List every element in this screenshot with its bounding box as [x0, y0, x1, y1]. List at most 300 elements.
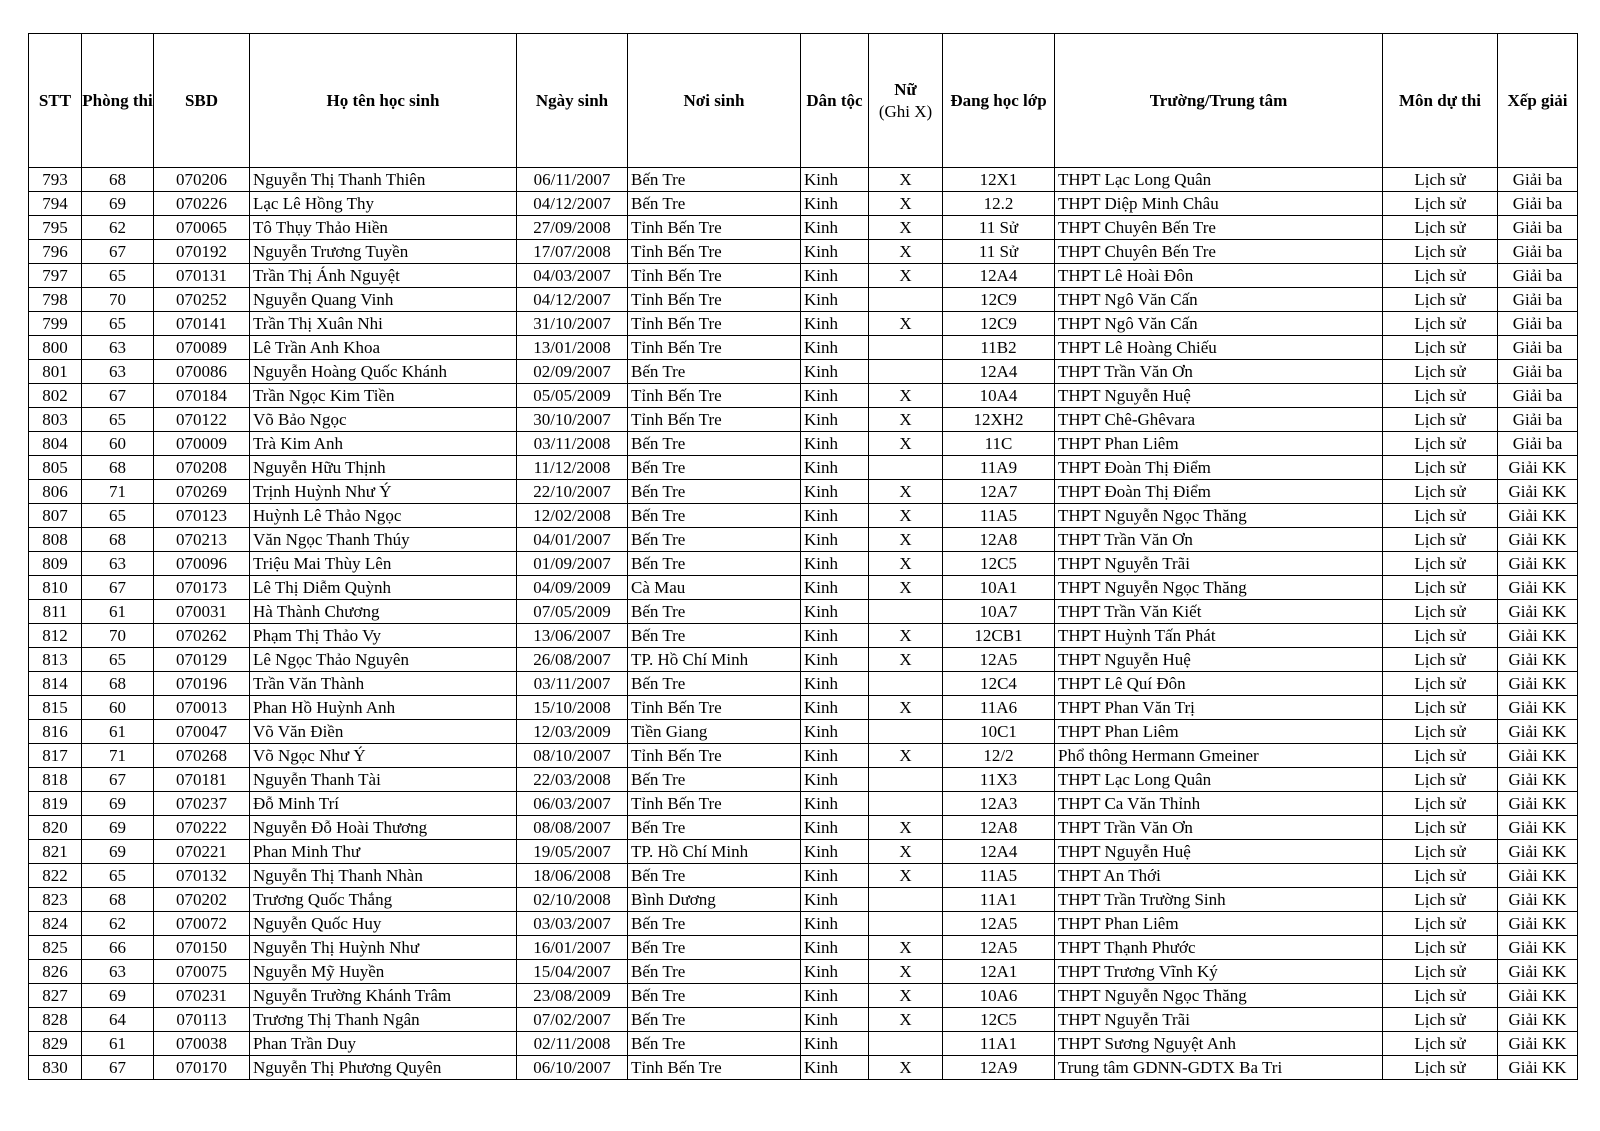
cell-noi-sinh: Tỉnh Bến Tre: [628, 336, 801, 360]
cell-noi-sinh: Bến Tre: [628, 192, 801, 216]
cell-sbd: 070089: [154, 336, 250, 360]
cell-dan-toc: Kinh: [801, 336, 869, 360]
cell-ngay-sinh: 03/03/2007: [517, 912, 628, 936]
cell-dan-toc: Kinh: [801, 288, 869, 312]
table-row: [29, 1008, 1578, 1032]
cell-xep-giai: Giải KK: [1498, 528, 1578, 552]
cell-truong: THPT Diệp Minh Châu: [1055, 192, 1383, 216]
cell-truong: THPT Nguyễn Trãi: [1055, 1008, 1383, 1032]
cell-xep-giai: Giải KK: [1498, 624, 1578, 648]
cell-dan-toc: Kinh: [801, 768, 869, 792]
header-sbd: SBD: [154, 34, 250, 168]
cell-ho-ten: Nguyễn Thị Phương Quyên: [250, 1056, 517, 1080]
cell-mon: Lịch sử: [1383, 1056, 1498, 1080]
cell-phong-thi: 68: [82, 456, 154, 480]
cell-noi-sinh: Bến Tre: [628, 456, 801, 480]
cell-stt: 816: [29, 720, 82, 744]
cell-stt: 812: [29, 624, 82, 648]
cell-xep-giai: Giải KK: [1498, 648, 1578, 672]
cell-dan-toc: Kinh: [801, 624, 869, 648]
cell-xep-giai: Giải ba: [1498, 216, 1578, 240]
cell-phong-thi: 60: [82, 432, 154, 456]
cell-truong: Trung tâm GDNN-GDTX Ba Tri: [1055, 1056, 1383, 1080]
cell-sbd: 070031: [154, 600, 250, 624]
cell-phong-thi: 60: [82, 696, 154, 720]
cell-truong: THPT Lê Quí Đôn: [1055, 672, 1383, 696]
cell-sbd: 070075: [154, 960, 250, 984]
cell-ngay-sinh: 16/01/2007: [517, 936, 628, 960]
table-row: [29, 168, 1578, 192]
header-dan-toc: Dân tộc: [801, 34, 869, 168]
cell-lop: 11 Sử: [943, 240, 1055, 264]
cell-xep-giai: Giải KK: [1498, 912, 1578, 936]
cell-lop: 12C5: [943, 552, 1055, 576]
cell-ngay-sinh: 12/03/2009: [517, 720, 628, 744]
cell-lop: 12A4: [943, 264, 1055, 288]
cell-sbd: 070009: [154, 432, 250, 456]
cell-noi-sinh: Tỉnh Bến Tre: [628, 216, 801, 240]
cell-mon: Lịch sử: [1383, 288, 1498, 312]
cell-ho-ten: Nguyễn Thanh Tài: [250, 768, 517, 792]
cell-stt: 824: [29, 912, 82, 936]
cell-noi-sinh: TP. Hồ Chí Minh: [628, 840, 801, 864]
cell-ngay-sinh: 06/11/2007: [517, 168, 628, 192]
cell-nu: X: [869, 192, 943, 216]
cell-xep-giai: Giải KK: [1498, 816, 1578, 840]
cell-stt: 817: [29, 744, 82, 768]
cell-ho-ten: Phạm Thị Thảo Vy: [250, 624, 517, 648]
cell-dan-toc: Kinh: [801, 912, 869, 936]
cell-sbd: 070170: [154, 1056, 250, 1080]
cell-stt: 807: [29, 504, 82, 528]
header-lop: Đang học lớp: [943, 34, 1055, 168]
cell-stt: 811: [29, 600, 82, 624]
cell-ngay-sinh: 27/09/2008: [517, 216, 628, 240]
cell-ho-ten: Trần Ngọc Kim Tiền: [250, 384, 517, 408]
cell-lop: 12A5: [943, 648, 1055, 672]
cell-lop: 10A7: [943, 600, 1055, 624]
cell-noi-sinh: Tỉnh Bến Tre: [628, 240, 801, 264]
cell-mon: Lịch sử: [1383, 840, 1498, 864]
table-row: [29, 360, 1578, 384]
cell-ngay-sinh: 18/06/2008: [517, 864, 628, 888]
cell-ngay-sinh: 26/08/2007: [517, 648, 628, 672]
cell-xep-giai: Giải KK: [1498, 672, 1578, 696]
table-row: [29, 456, 1578, 480]
cell-ho-ten: Phan Trần Duy: [250, 1032, 517, 1056]
cell-dan-toc: Kinh: [801, 888, 869, 912]
cell-stt: 813: [29, 648, 82, 672]
cell-ngay-sinh: 03/11/2008: [517, 432, 628, 456]
cell-phong-thi: 65: [82, 648, 154, 672]
cell-truong: THPT Trần Văn Kiết: [1055, 600, 1383, 624]
cell-sbd: 070013: [154, 696, 250, 720]
cell-sbd: 070196: [154, 672, 250, 696]
cell-phong-thi: 65: [82, 408, 154, 432]
table-row: [29, 864, 1578, 888]
table-row: [29, 720, 1578, 744]
cell-mon: Lịch sử: [1383, 816, 1498, 840]
cell-truong: THPT Nguyễn Huệ: [1055, 840, 1383, 864]
cell-sbd: 070208: [154, 456, 250, 480]
cell-nu: X: [869, 744, 943, 768]
table-row: [29, 624, 1578, 648]
cell-mon: Lịch sử: [1383, 696, 1498, 720]
cell-nu: [869, 288, 943, 312]
cell-ho-ten: Nguyễn Hữu Thịnh: [250, 456, 517, 480]
table-row: [29, 480, 1578, 504]
cell-phong-thi: 68: [82, 888, 154, 912]
cell-stt: 802: [29, 384, 82, 408]
cell-dan-toc: Kinh: [801, 240, 869, 264]
cell-dan-toc: Kinh: [801, 840, 869, 864]
cell-ho-ten: Huỳnh Lê Thảo Ngọc: [250, 504, 517, 528]
cell-dan-toc: Kinh: [801, 408, 869, 432]
header-xep-giai: Xếp giải: [1498, 34, 1578, 168]
cell-lop: 12C5: [943, 1008, 1055, 1032]
cell-stt: 797: [29, 264, 82, 288]
cell-nu: [869, 792, 943, 816]
cell-lop: 11X3: [943, 768, 1055, 792]
cell-truong: THPT Trần Văn Ơn: [1055, 528, 1383, 552]
cell-mon: Lịch sử: [1383, 1032, 1498, 1056]
cell-noi-sinh: Bến Tre: [628, 936, 801, 960]
header-nu: [869, 34, 943, 168]
cell-mon: Lịch sử: [1383, 960, 1498, 984]
cell-ho-ten: Nguyễn Đỗ Hoài Thương: [250, 816, 517, 840]
cell-lop: 12A5: [943, 912, 1055, 936]
cell-truong: THPT Phan Liêm: [1055, 912, 1383, 936]
cell-ngay-sinh: 04/12/2007: [517, 288, 628, 312]
cell-ho-ten: Lê Thị Diễm Quỳnh: [250, 576, 517, 600]
table-row: [29, 504, 1578, 528]
cell-lop: 10A6: [943, 984, 1055, 1008]
cell-dan-toc: Kinh: [801, 528, 869, 552]
table-row: [29, 960, 1578, 984]
cell-truong: THPT Đoàn Thị Điểm: [1055, 480, 1383, 504]
cell-ngay-sinh: 08/08/2007: [517, 816, 628, 840]
cell-nu: X: [869, 1056, 943, 1080]
results-table: [28, 33, 1578, 1080]
cell-nu: X: [869, 312, 943, 336]
cell-phong-thi: 62: [82, 912, 154, 936]
cell-truong: THPT Nguyễn Ngọc Thăng: [1055, 576, 1383, 600]
cell-lop: 12.2: [943, 192, 1055, 216]
cell-stt: 806: [29, 480, 82, 504]
cell-phong-thi: 69: [82, 816, 154, 840]
cell-dan-toc: Kinh: [801, 864, 869, 888]
cell-stt: 818: [29, 768, 82, 792]
cell-truong: THPT Chuyên Bến Tre: [1055, 216, 1383, 240]
cell-ngay-sinh: 15/04/2007: [517, 960, 628, 984]
cell-ngay-sinh: 13/01/2008: [517, 336, 628, 360]
cell-mon: Lịch sử: [1383, 216, 1498, 240]
cell-mon: Lịch sử: [1383, 672, 1498, 696]
cell-phong-thi: 69: [82, 792, 154, 816]
cell-noi-sinh: Bến Tre: [628, 984, 801, 1008]
cell-dan-toc: Kinh: [801, 216, 869, 240]
cell-lop: 12X1: [943, 168, 1055, 192]
cell-xep-giai: Giải KK: [1498, 480, 1578, 504]
cell-ho-ten: Trương Quốc Thắng: [250, 888, 517, 912]
cell-truong: THPT Ngô Văn Cấn: [1055, 288, 1383, 312]
cell-phong-thi: 63: [82, 360, 154, 384]
cell-nu: [869, 360, 943, 384]
cell-sbd: 070047: [154, 720, 250, 744]
cell-nu: X: [869, 624, 943, 648]
cell-xep-giai: Giải KK: [1498, 792, 1578, 816]
cell-truong: THPT Ca Văn Thỉnh: [1055, 792, 1383, 816]
cell-phong-thi: 64: [82, 1008, 154, 1032]
table-row: [29, 768, 1578, 792]
cell-nu: X: [869, 168, 943, 192]
cell-sbd: 070123: [154, 504, 250, 528]
table-row: [29, 672, 1578, 696]
cell-nu: X: [869, 528, 943, 552]
cell-lop: 11A5: [943, 864, 1055, 888]
cell-sbd: 070129: [154, 648, 250, 672]
cell-stt: 794: [29, 192, 82, 216]
cell-mon: Lịch sử: [1383, 360, 1498, 384]
cell-noi-sinh: Bến Tre: [628, 912, 801, 936]
cell-stt: 804: [29, 432, 82, 456]
cell-phong-thi: 62: [82, 216, 154, 240]
cell-nu: X: [869, 864, 943, 888]
cell-sbd: 070131: [154, 264, 250, 288]
cell-ngay-sinh: 03/11/2007: [517, 672, 628, 696]
cell-noi-sinh: Bến Tre: [628, 1032, 801, 1056]
cell-ngay-sinh: 07/02/2007: [517, 1008, 628, 1032]
cell-phong-thi: 66: [82, 936, 154, 960]
cell-truong: THPT Trương Vĩnh Ký: [1055, 960, 1383, 984]
cell-noi-sinh: Tỉnh Bến Tre: [628, 792, 801, 816]
cell-ho-ten: Nguyễn Trương Tuyền: [250, 240, 517, 264]
cell-ngay-sinh: 01/09/2007: [517, 552, 628, 576]
cell-ngay-sinh: 23/08/2009: [517, 984, 628, 1008]
cell-ho-ten: Trà Kim Anh: [250, 432, 517, 456]
table-header: [29, 34, 1578, 168]
cell-nu: X: [869, 504, 943, 528]
cell-stt: 801: [29, 360, 82, 384]
cell-lop: 12C9: [943, 312, 1055, 336]
cell-ho-ten: Trần Văn Thành: [250, 672, 517, 696]
cell-ho-ten: Võ Văn Điền: [250, 720, 517, 744]
cell-xep-giai: Giải KK: [1498, 576, 1578, 600]
cell-truong: THPT Phan Liêm: [1055, 720, 1383, 744]
cell-nu: [869, 672, 943, 696]
cell-sbd: 070065: [154, 216, 250, 240]
cell-truong: THPT Phan Liêm: [1055, 432, 1383, 456]
cell-mon: Lịch sử: [1383, 408, 1498, 432]
cell-truong: THPT Nguyễn Huệ: [1055, 648, 1383, 672]
cell-mon: Lịch sử: [1383, 336, 1498, 360]
cell-phong-thi: 65: [82, 312, 154, 336]
cell-truong: THPT Huỳnh Tấn Phát: [1055, 624, 1383, 648]
cell-stt: 803: [29, 408, 82, 432]
cell-ngay-sinh: 12/02/2008: [517, 504, 628, 528]
table-row: [29, 840, 1578, 864]
cell-mon: Lịch sử: [1383, 312, 1498, 336]
table-row: [29, 984, 1578, 1008]
cell-lop: 12A8: [943, 816, 1055, 840]
cell-noi-sinh: Tỉnh Bến Tre: [628, 744, 801, 768]
cell-noi-sinh: Bến Tre: [628, 432, 801, 456]
cell-dan-toc: Kinh: [801, 264, 869, 288]
cell-mon: Lịch sử: [1383, 864, 1498, 888]
cell-stt: 822: [29, 864, 82, 888]
cell-mon: Lịch sử: [1383, 744, 1498, 768]
cell-mon: Lịch sử: [1383, 384, 1498, 408]
cell-sbd: 070173: [154, 576, 250, 600]
cell-mon: Lịch sử: [1383, 600, 1498, 624]
cell-truong: THPT Nguyễn Huệ: [1055, 384, 1383, 408]
cell-xep-giai: Giải KK: [1498, 600, 1578, 624]
cell-noi-sinh: Bến Tre: [628, 624, 801, 648]
table-row: [29, 792, 1578, 816]
cell-sbd: 070206: [154, 168, 250, 192]
cell-phong-thi: 70: [82, 624, 154, 648]
cell-stt: 805: [29, 456, 82, 480]
cell-nu: X: [869, 384, 943, 408]
cell-sbd: 070072: [154, 912, 250, 936]
cell-lop: 12A5: [943, 936, 1055, 960]
cell-ho-ten: Triệu Mai Thùy Lên: [250, 552, 517, 576]
cell-mon: Lịch sử: [1383, 912, 1498, 936]
cell-stt: 810: [29, 576, 82, 600]
cell-xep-giai: Giải ba: [1498, 192, 1578, 216]
cell-dan-toc: Kinh: [801, 360, 869, 384]
table-row: [29, 648, 1578, 672]
cell-phong-thi: 65: [82, 264, 154, 288]
cell-lop: 12A4: [943, 360, 1055, 384]
cell-nu: X: [869, 936, 943, 960]
cell-phong-thi: 71: [82, 480, 154, 504]
cell-mon: Lịch sử: [1383, 648, 1498, 672]
cell-sbd: 070192: [154, 240, 250, 264]
cell-nu: [869, 912, 943, 936]
cell-nu: [869, 600, 943, 624]
cell-dan-toc: Kinh: [801, 984, 869, 1008]
cell-ngay-sinh: 05/05/2009: [517, 384, 628, 408]
cell-sbd: 070202: [154, 888, 250, 912]
cell-nu: X: [869, 984, 943, 1008]
cell-xep-giai: Giải KK: [1498, 456, 1578, 480]
cell-mon: Lịch sử: [1383, 168, 1498, 192]
cell-ho-ten: Trần Thị Xuân Nhi: [250, 312, 517, 336]
cell-ngay-sinh: 04/12/2007: [517, 192, 628, 216]
cell-phong-thi: 67: [82, 240, 154, 264]
cell-dan-toc: Kinh: [801, 384, 869, 408]
cell-lop: 10A1: [943, 576, 1055, 600]
cell-noi-sinh: Tỉnh Bến Tre: [628, 288, 801, 312]
cell-noi-sinh: Tiền Giang: [628, 720, 801, 744]
cell-noi-sinh: Bến Tre: [628, 504, 801, 528]
cell-ngay-sinh: 04/03/2007: [517, 264, 628, 288]
cell-noi-sinh: Bến Tre: [628, 528, 801, 552]
cell-sbd: 070086: [154, 360, 250, 384]
header-ngay-sinh: Ngày sinh: [517, 34, 628, 168]
table-row: [29, 552, 1578, 576]
table-row: [29, 576, 1578, 600]
cell-stt: 830: [29, 1056, 82, 1080]
cell-sbd: 070231: [154, 984, 250, 1008]
table-body: [29, 168, 1578, 1080]
cell-noi-sinh: Bến Tre: [628, 816, 801, 840]
header-mon: Môn dự thi: [1383, 34, 1498, 168]
cell-dan-toc: Kinh: [801, 1008, 869, 1032]
cell-phong-thi: 71: [82, 744, 154, 768]
cell-sbd: 070132: [154, 864, 250, 888]
cell-ngay-sinh: 22/10/2007: [517, 480, 628, 504]
cell-xep-giai: Giải KK: [1498, 1008, 1578, 1032]
cell-phong-thi: 68: [82, 528, 154, 552]
cell-nu: X: [869, 480, 943, 504]
cell-noi-sinh: Tỉnh Bến Tre: [628, 312, 801, 336]
cell-mon: Lịch sử: [1383, 528, 1498, 552]
cell-noi-sinh: Bến Tre: [628, 552, 801, 576]
cell-xep-giai: Giải KK: [1498, 1056, 1578, 1080]
cell-dan-toc: Kinh: [801, 168, 869, 192]
cell-truong: THPT Phan Văn Trị: [1055, 696, 1383, 720]
cell-nu: [869, 768, 943, 792]
cell-noi-sinh: Bến Tre: [628, 168, 801, 192]
cell-dan-toc: Kinh: [801, 600, 869, 624]
cell-nu: [869, 888, 943, 912]
cell-ho-ten: Lạc Lê Hồng Thy: [250, 192, 517, 216]
cell-truong: Phổ thông Hermann Gmeiner: [1055, 744, 1383, 768]
cell-ho-ten: Nguyễn Thị Huỳnh Như: [250, 936, 517, 960]
cell-ho-ten: Võ Ngọc Như Ý: [250, 744, 517, 768]
cell-stt: 798: [29, 288, 82, 312]
cell-dan-toc: Kinh: [801, 744, 869, 768]
cell-truong: THPT Lê Hoàng Chiếu: [1055, 336, 1383, 360]
cell-dan-toc: Kinh: [801, 1056, 869, 1080]
cell-mon: Lịch sử: [1383, 264, 1498, 288]
cell-xep-giai: Giải ba: [1498, 408, 1578, 432]
cell-phong-thi: 67: [82, 384, 154, 408]
table-row: [29, 408, 1578, 432]
cell-dan-toc: Kinh: [801, 720, 869, 744]
cell-stt: 825: [29, 936, 82, 960]
cell-dan-toc: Kinh: [801, 576, 869, 600]
cell-stt: 800: [29, 336, 82, 360]
cell-noi-sinh: Tỉnh Bến Tre: [628, 696, 801, 720]
cell-xep-giai: Giải ba: [1498, 168, 1578, 192]
cell-stt: 808: [29, 528, 82, 552]
cell-dan-toc: Kinh: [801, 792, 869, 816]
cell-phong-thi: 65: [82, 504, 154, 528]
cell-nu: [869, 1032, 943, 1056]
cell-lop: 12XH2: [943, 408, 1055, 432]
cell-stt: 809: [29, 552, 82, 576]
cell-ngay-sinh: 30/10/2007: [517, 408, 628, 432]
cell-ngay-sinh: 02/10/2008: [517, 888, 628, 912]
cell-sbd: 070221: [154, 840, 250, 864]
cell-mon: Lịch sử: [1383, 552, 1498, 576]
cell-phong-thi: 68: [82, 168, 154, 192]
cell-sbd: 070213: [154, 528, 250, 552]
cell-lop: 12C4: [943, 672, 1055, 696]
cell-phong-thi: 70: [82, 288, 154, 312]
cell-nu: X: [869, 1008, 943, 1032]
cell-ngay-sinh: 06/10/2007: [517, 1056, 628, 1080]
cell-lop: 10C1: [943, 720, 1055, 744]
cell-ngay-sinh: 04/01/2007: [517, 528, 628, 552]
cell-ngay-sinh: 31/10/2007: [517, 312, 628, 336]
cell-mon: Lịch sử: [1383, 888, 1498, 912]
cell-ngay-sinh: 06/03/2007: [517, 792, 628, 816]
cell-mon: Lịch sử: [1383, 1008, 1498, 1032]
